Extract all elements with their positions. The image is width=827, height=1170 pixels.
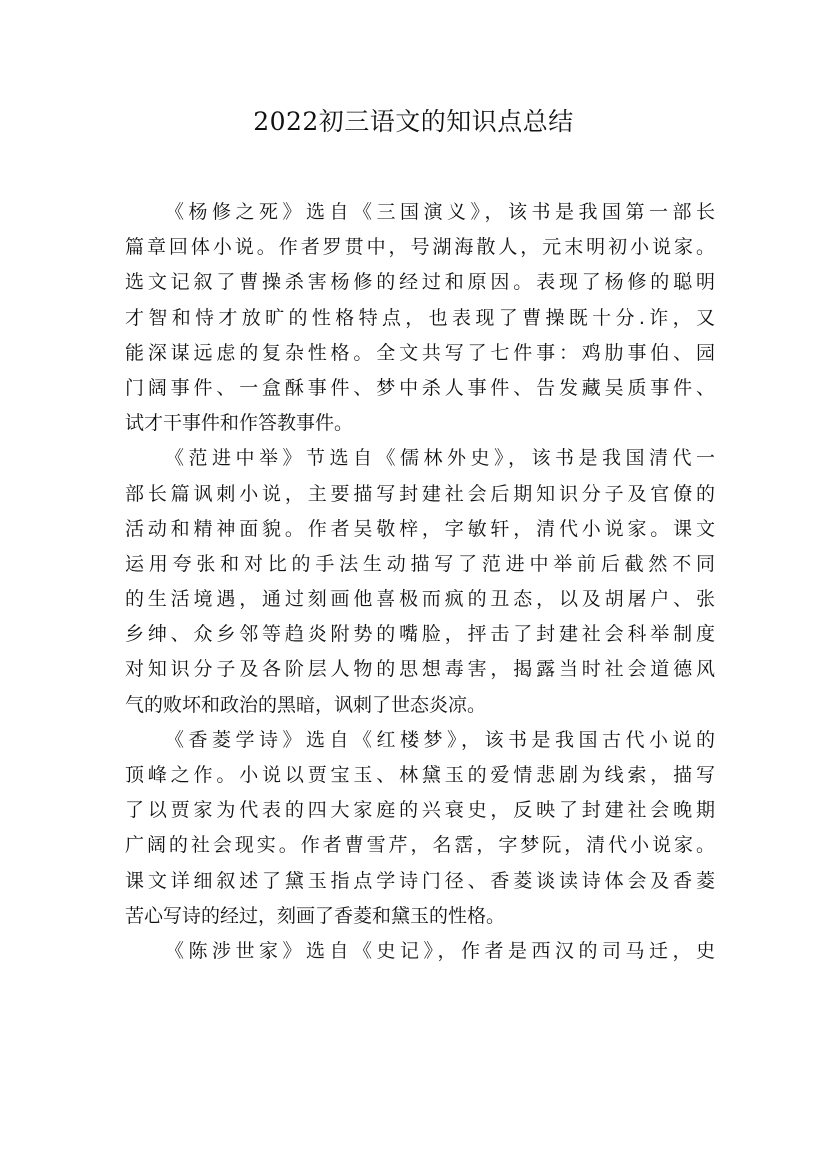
- paragraph-1-line-4: 才智和恃才放旷的性格特点，也表现了曹操既十分.诈，又: [125, 306, 715, 329]
- paragraph-1-line-5: 能深谋远虑的复杂性格。全文共写了七件事：鸡肋事伯、园: [125, 341, 715, 364]
- paragraph-3-line-3: 了以贾家为代表的四大家庭的兴衰史，反映了封建社会晚期: [125, 799, 715, 822]
- paragraph-1-line-1: 《杨修之死》选自《三国演义》，该书是我国第一部长: [165, 201, 715, 223]
- paragraph-2-line-2: 部长篇讽刺小说，主要描写封建社会后期知识分子及官僚的: [125, 482, 715, 505]
- paragraph-3-line-6: 苦心写诗的经过，刻画了香菱和黛玉的性格。: [125, 904, 506, 927]
- paragraph-2-line-8: 气的败坏和政治的黑暗，讽刺了世态炎凉。: [125, 693, 487, 716]
- paragraph-3-line-2: 顶峰之作。小说以贾宝玉、林黛玉的爱情悲剧为线索，描写: [125, 764, 715, 786]
- paragraph-4-line-1: 《陈涉世家》选自《史记》，作者是西汉的司马迁，史: [165, 939, 715, 962]
- page-title: 2022初三语文的知识点总结: [253, 107, 574, 136]
- paragraph-1-line-2: 篇章回体小说。作者罗贯中，号湖海散人，元末明初小说家。: [125, 236, 715, 259]
- paragraph-2-line-5: 的生活境遇，通过刻画他喜极而疯的丑态，以及胡屠户、张: [125, 588, 715, 611]
- paragraph-3-line-4: 广阔的社会现实。作者曹雪芹，名霑，字梦阮，清代小说家。: [125, 834, 715, 857]
- paragraph-2-line-4: 运用夸张和对比的手法生动描写了范进中举前后截然不同: [125, 552, 715, 575]
- paragraph-2-line-3: 活动和精神面貌。作者吴敬梓，字敏轩，清代小说家。课文: [125, 517, 715, 540]
- paragraph-2-line-1: 《范进中举》节选自《儒林外史》，该书是我国清代一: [165, 447, 715, 470]
- document-body: [125, 195, 715, 969]
- paragraph-3-line-1: 《香菱学诗》选自《红楼梦》，该书是我国古代小说的: [165, 728, 715, 751]
- paragraph-1-line-7: 试才干事件和作答教事件。: [125, 412, 354, 435]
- paragraph-1-line-6: 门阔事件、一盒酥事件、梦中杀人事件、告发藏吴质事件、: [125, 376, 715, 399]
- paragraph-2-line-7: 对知识分子及各阶层人物的思想毒害，揭露当时社会道德风: [125, 658, 715, 681]
- paragraph-1-line-3: 选文记叙了曹操杀害杨修的经过和原因。表现了杨修的聪明: [125, 271, 715, 294]
- paragraph-2-line-6: 乡绅、众乡邻等趋炎附势的嘴脸，抨击了封建社会科举制度: [125, 623, 715, 646]
- paragraph-3-line-5: 课文详细叙述了黛玉指点学诗门径、香菱谈读诗体会及香菱: [125, 869, 715, 892]
